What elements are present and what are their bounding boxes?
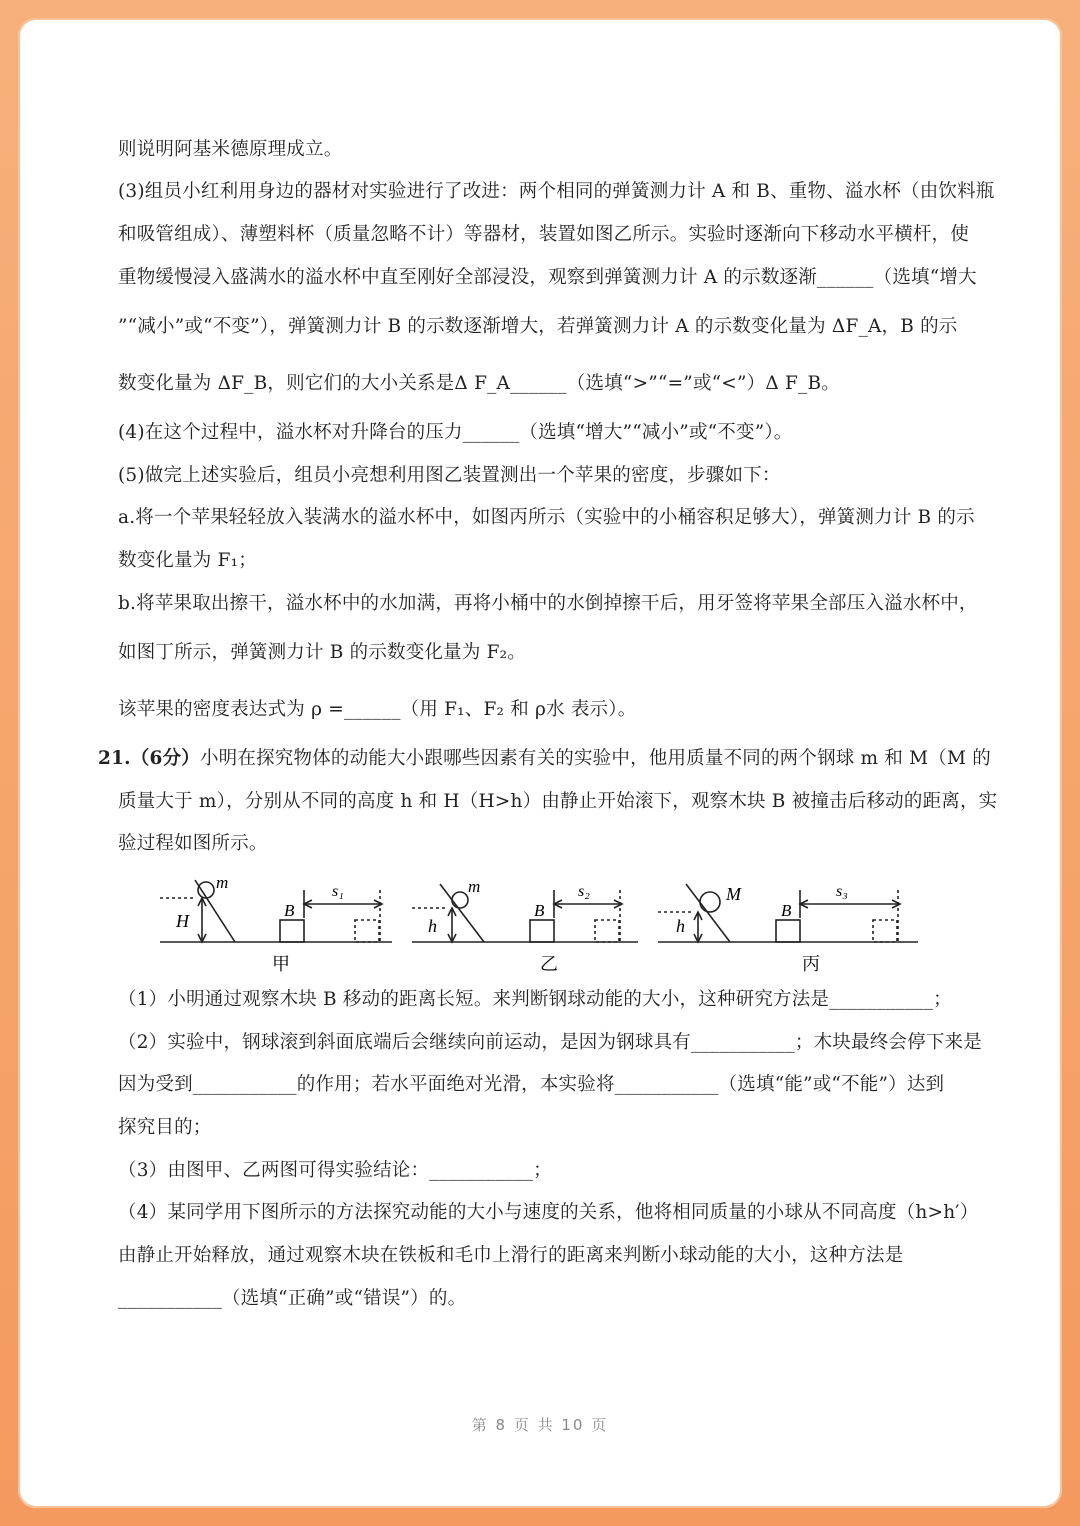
- question-text: 质量大于 m），分别从不同的高度 h 和 H（H>h）由静止开始滚下，观察木块 B 被撞击后移动的距离，实: [118, 791, 998, 812]
- question-number: 21.（6分）: [98, 748, 200, 769]
- text-line: b.将苹果取出擦干，溢水杯中的水加满，再将小桶中的水倒掉擦干后，用牙签将苹果全部压入溢水杯中，: [118, 593, 978, 614]
- text-line: ”“减小”或“不变”），弹簧测力计 B 的示数逐渐增大，若弹簧测力计 A 的示数变化量为 ΔF_A，B 的示: [118, 316, 958, 337]
- subquestion-line: （4）某同学用下图所示的方法探究动能的大小与速度的关系，他将相同质量的小球从不同高度（h>h′）: [118, 1202, 979, 1223]
- subquestion-line: （1）小明通过观察木块 B 移动的距离长短。来判断钢球动能的大小，这种研究方法是___________；: [118, 989, 952, 1010]
- ball-label: m: [468, 877, 481, 896]
- text-line: (4)在这个过程中，溢水杯对升降台的压力______（选填“增大”“减小”或“不变”）。: [118, 422, 793, 443]
- question-text: 小明在探究物体的动能大小跟哪些因素有关的实验中，他用质量不同的两个钢球 m 和 M（M 的: [199, 748, 991, 769]
- text-line: 数变化量为 ΔF_B，则它们的大小关系是Δ F_A______（选填“>”“=”或“<”）Δ F_B。: [118, 373, 840, 394]
- height-label: h: [428, 916, 437, 936]
- distance-label: s₂: [578, 883, 590, 900]
- subquestion-line: ___________（选填“正确”或“错误”）的。: [118, 1288, 467, 1309]
- text-line: 重物缓慢浸入盛满水的溢水杯中直至刚好全部浸没，观察到弹簧测力计 A 的示数逐渐______（选填“增大: [118, 267, 977, 288]
- ball-label: m: [216, 873, 229, 892]
- block-label: B: [534, 901, 545, 920]
- text-line: a.将一个苹果轻轻放入装满水的溢水杯中，如图丙所示（实验中的小桶容积足够大），弹簧测力计 B 的示: [118, 507, 975, 528]
- subquestion-line: （3）由图甲、乙两图可得实验结论：___________；: [118, 1160, 552, 1181]
- text-line: 如图丁所示，弹簧测力计 B 的示数变化量为 F₂。: [118, 642, 526, 663]
- page-footer: 第 8 页 共 10 页: [471, 1416, 609, 1434]
- text-line: 则说明阿基米德原理成立。: [118, 139, 343, 160]
- text-line: 该苹果的密度表达式为 ρ =______（用 F₁、F₂ 和 ρ水 表示）。: [118, 699, 637, 720]
- panel-caption: 丙: [802, 954, 820, 974]
- question-text: 验过程如图所示。: [118, 833, 268, 854]
- subquestion-line: 探究目的；: [118, 1117, 212, 1138]
- text-line: (5)做完上述实验后，组员小亮想利用图乙装置测出一个苹果的密度，步骤如下：: [118, 465, 781, 486]
- figure-panel-1: [160, 880, 392, 942]
- panel-caption: 甲: [272, 954, 290, 974]
- ball-label: M: [726, 884, 741, 904]
- text-line: 数变化量为 F₁；: [118, 550, 257, 571]
- question-21-first-line: [98, 747, 991, 771]
- experiment-figure: [150, 872, 930, 978]
- subquestion-line: 因为受到___________的作用；若水平面绝对光滑，本实验将___________（选填“能”或“不能”）达到: [118, 1074, 945, 1095]
- subquestion-line: 由静止开始释放，通过观察木块在铁板和毛巾上滑行的距离来判断小球动能的大小，这种方法是: [118, 1245, 904, 1266]
- panel-caption: 乙: [540, 954, 558, 974]
- text-line: 和吸管组成）、薄塑料杯（质量忽略不计）等器材，装置如图乙所示。实验时逐渐向下移动水平横杆，使: [118, 224, 969, 245]
- block-label: B: [781, 901, 792, 920]
- distance-label: s₁: [332, 883, 344, 900]
- distance-label: s₃: [836, 883, 848, 900]
- block-label: B: [284, 901, 295, 920]
- height-label: H: [176, 911, 189, 931]
- text-line: (3)组员小红利用身边的器材对实验进行了改进：两个相同的弹簧测力计 A 和 B、重物、溢水杯（由饮料瓶: [118, 181, 995, 202]
- height-label: h: [676, 916, 685, 936]
- figure-panel-2: [412, 884, 638, 942]
- subquestion-line: （2）实验中，钢球滚到斜面底端后会继续向前运动，是因为钢球具有___________；木块最终会停下来是: [118, 1032, 982, 1053]
